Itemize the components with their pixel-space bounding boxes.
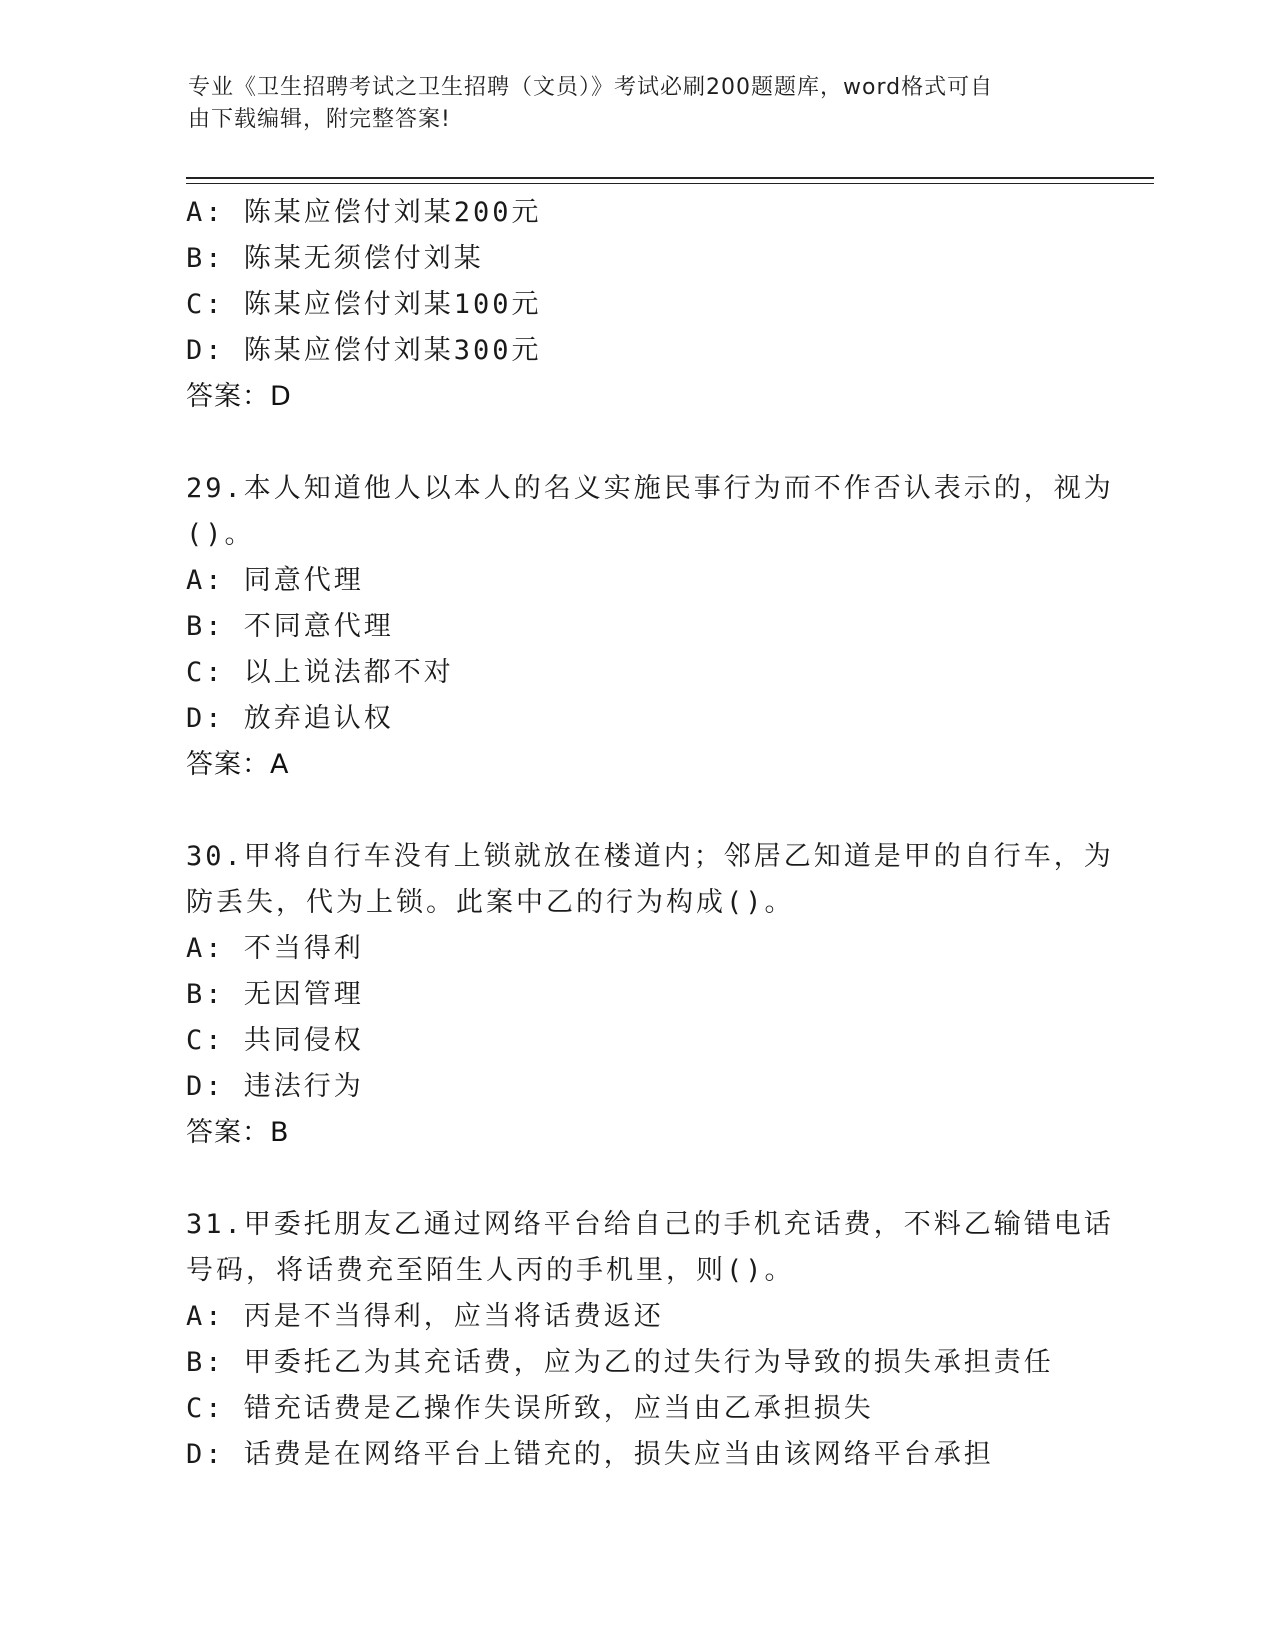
option-b: B: 无因管理 — [186, 979, 364, 1010]
document-body — [186, 190, 1114, 1478]
question-text-line-1: 29.本人知道他人以本人的名义实施民事行为而不作否认表示的，视为 — [186, 473, 1114, 504]
header-line-2: 由下载编辑，附完整答案! — [188, 107, 451, 132]
option-a: A: 不当得利 — [186, 933, 364, 964]
question-text-line-1: 31.甲委托朋友乙通过网络平台给自己的手机充话费，不料乙输错电话 — [186, 1209, 1114, 1240]
answer-line: 答案：D — [186, 381, 292, 412]
document-header — [188, 72, 1068, 136]
option-c: C: 以上说法都不对 — [186, 657, 454, 688]
option-d: D: 陈某应偿付刘某300元 — [186, 335, 542, 366]
option-c: C: 错充话费是乙操作失误所致，应当由乙承担损失 — [186, 1393, 874, 1424]
question-29 — [186, 466, 1114, 788]
question-text-line-2: ()。 — [186, 519, 255, 550]
option-a: A: 丙是不当得利，应当将话费返还 — [186, 1301, 664, 1332]
question-text-line-1: 30.甲将自行车没有上锁就放在楼道内；邻居乙知道是甲的自行车，为 — [186, 841, 1114, 872]
question-text-line-2: 号码，将话费充至陌生人丙的手机里，则()。 — [186, 1255, 795, 1286]
option-b: B: 不同意代理 — [186, 611, 394, 642]
answer-line: 答案：B — [186, 1117, 290, 1148]
header-line-1: 专业《卫生招聘考试之卫生招聘（文员）》考试必刷200题题库，word格式可自 — [188, 75, 994, 100]
question-31 — [186, 1202, 1114, 1478]
option-a: A: 陈某应偿付刘某200元 — [186, 197, 542, 228]
option-d: D: 违法行为 — [186, 1071, 364, 1102]
option-c: C: 陈某应偿付刘某100元 — [186, 289, 542, 320]
option-c: C: 共同侵权 — [186, 1025, 364, 1056]
header-rule-thick — [186, 177, 1154, 179]
header-rule-thin — [186, 183, 1154, 184]
option-b: B: 陈某无须偿付刘某 — [186, 243, 484, 274]
option-a: A: 同意代理 — [186, 565, 364, 596]
option-d: D: 放弃追认权 — [186, 703, 394, 734]
question-30 — [186, 834, 1114, 1156]
option-b: B: 甲委托乙为其充话费，应为乙的过失行为导致的损失承担责任 — [186, 1347, 1054, 1378]
answer-line: 答案：A — [186, 749, 290, 780]
question-text-line-2: 防丢失，代为上锁。此案中乙的行为构成()。 — [186, 887, 795, 918]
question-28-continued — [186, 190, 1086, 420]
option-d: D: 话费是在网络平台上错充的，损失应当由该网络平台承担 — [186, 1439, 994, 1470]
